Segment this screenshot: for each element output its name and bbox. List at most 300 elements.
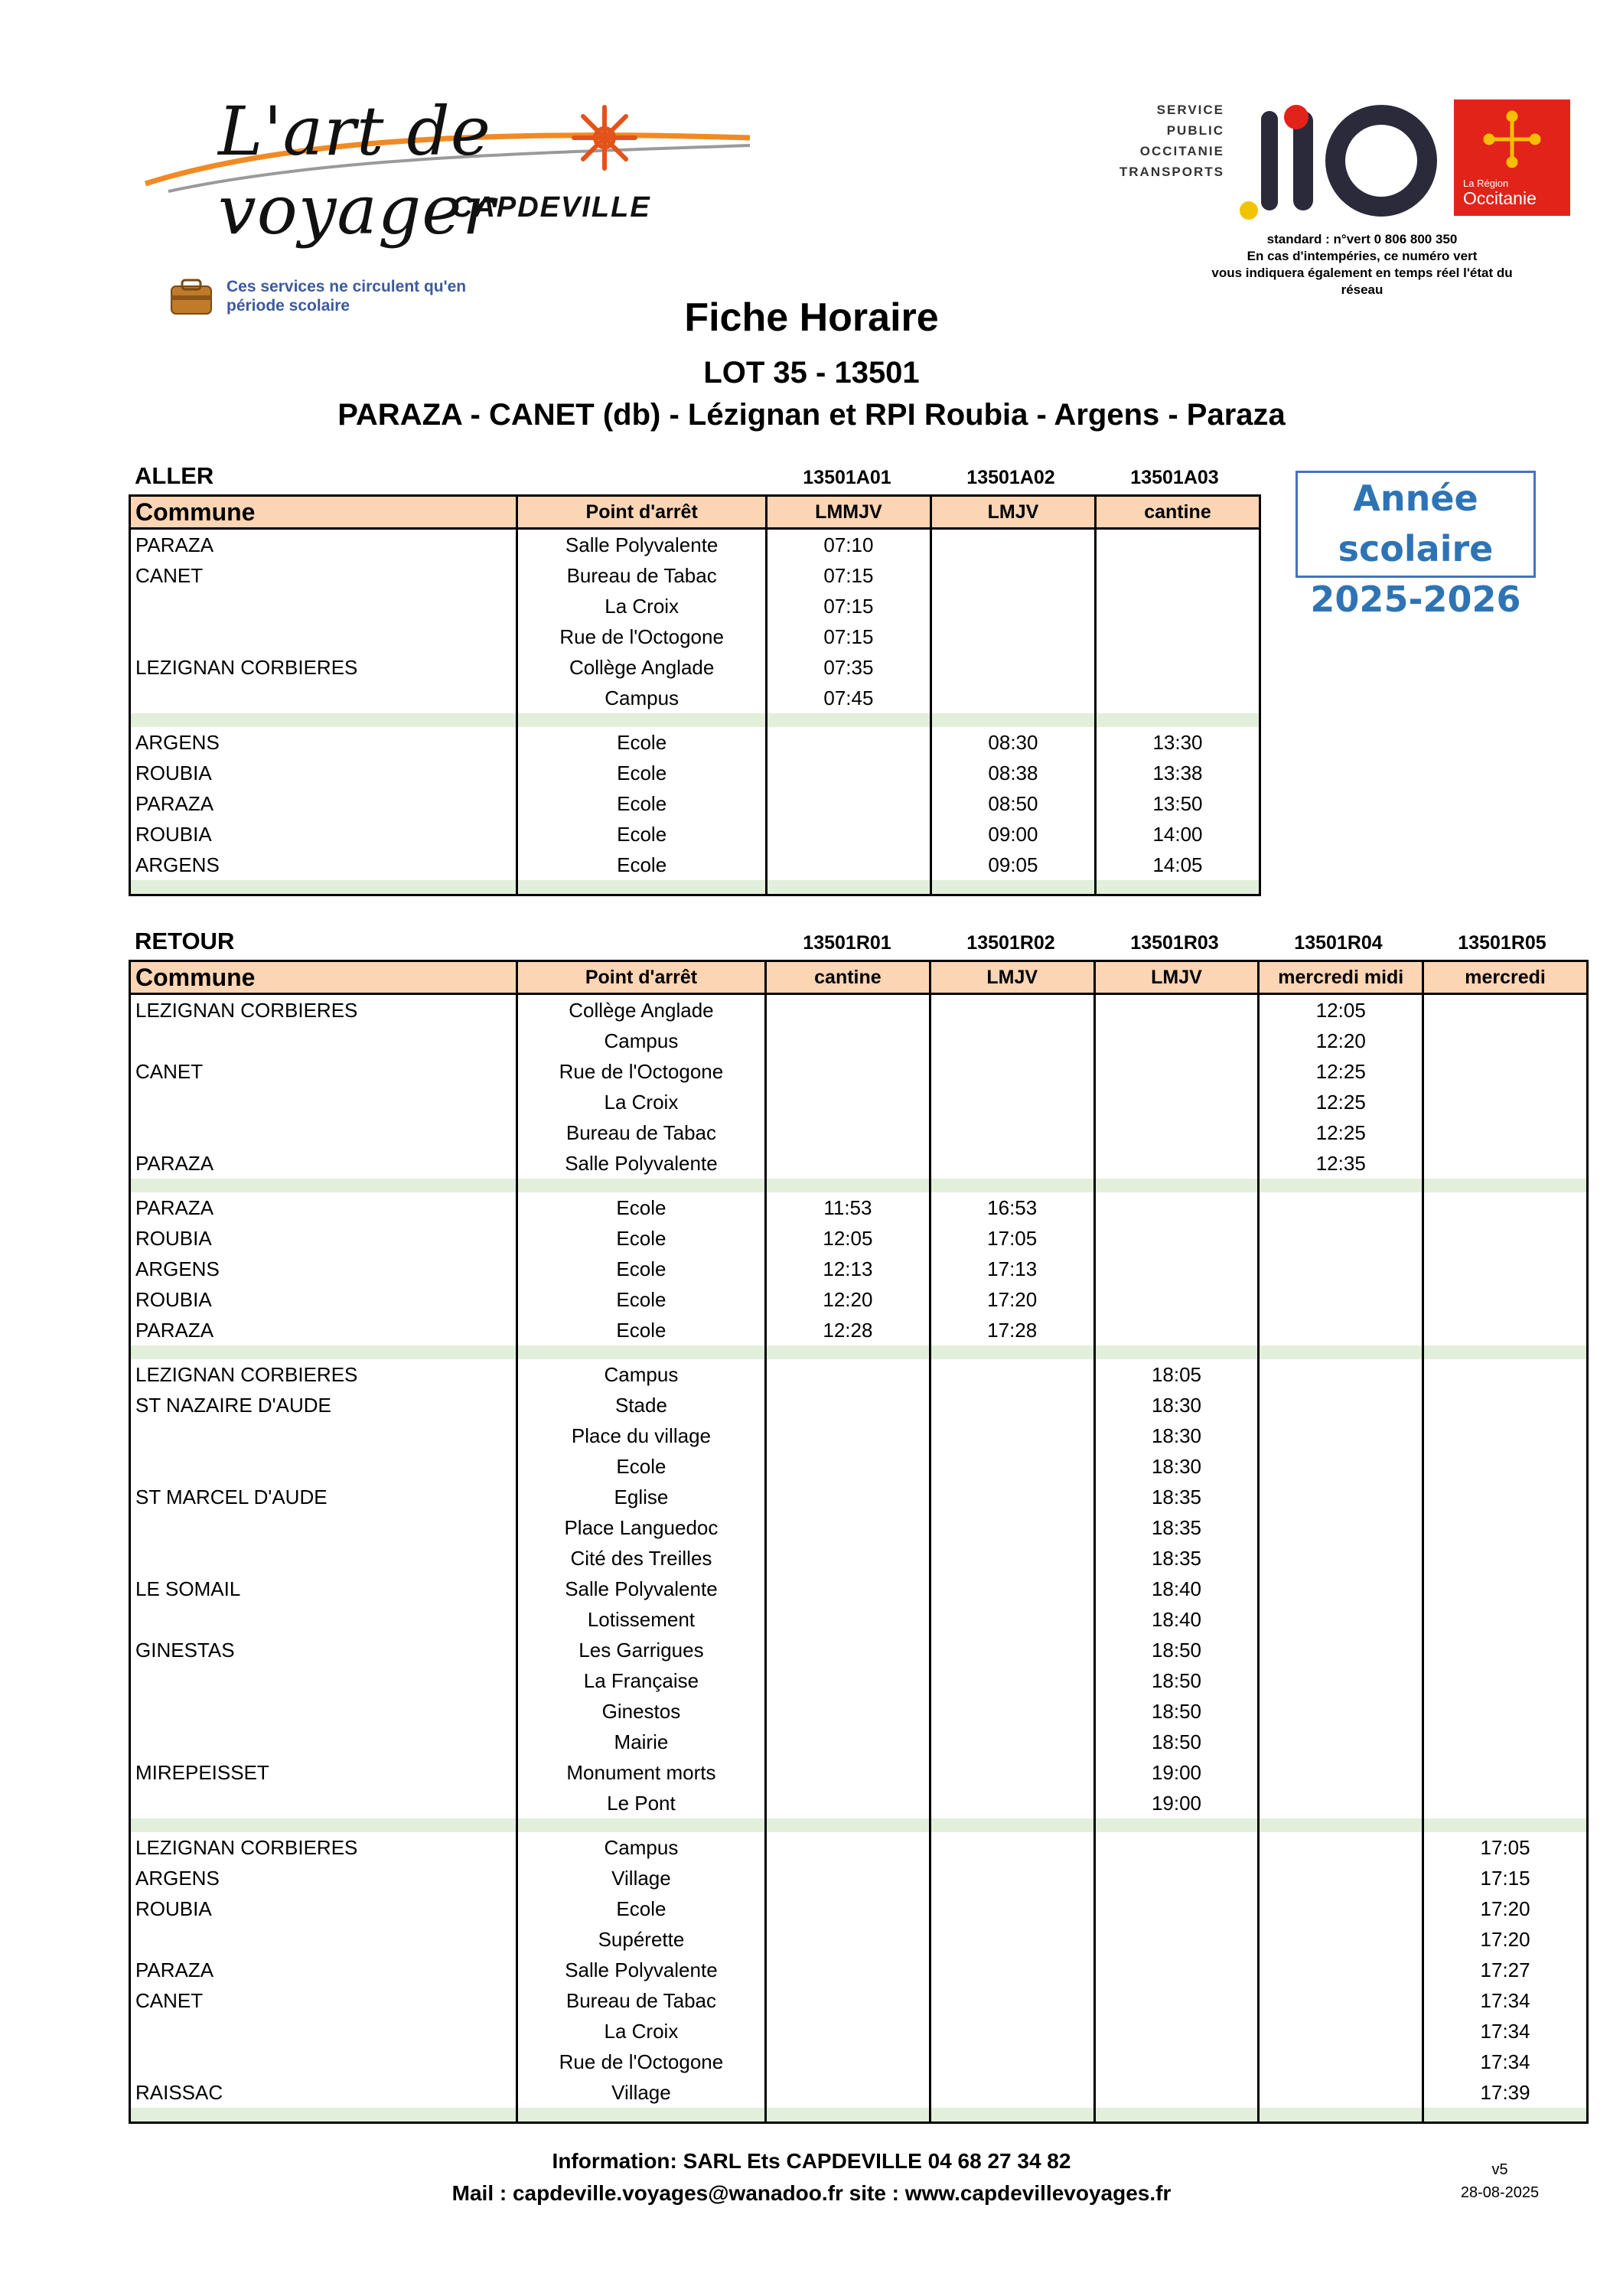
stop-cell: Place Languedoc <box>517 1512 765 1543</box>
time-cell: 19:00 <box>1094 1757 1259 1788</box>
separator-cell <box>517 1179 765 1192</box>
service-code: 13501R02 <box>966 932 1055 954</box>
stop-cell: Ecole <box>517 1315 765 1345</box>
table-row <box>130 1315 1588 1345</box>
standard-phone-info: standard : n°vert 0 806 800 350 En cas d'intempéries, ce numéro vert vous indiquera également en temps réel l'état du réseau <box>1211 232 1513 297</box>
separator-cell <box>1259 1179 1423 1192</box>
lio-logo-icon <box>1232 96 1446 226</box>
time-cell <box>1423 1512 1588 1543</box>
time-cell <box>766 1148 930 1179</box>
time-cell <box>1423 1574 1588 1604</box>
table-row <box>130 1117 1588 1148</box>
time-cell <box>766 758 930 788</box>
table-row <box>130 994 1588 1026</box>
table-row <box>130 591 1260 621</box>
separator-cell <box>1423 1818 1588 1832</box>
time-cell <box>766 1727 930 1757</box>
time-cell <box>1259 1924 1423 1955</box>
table-row <box>130 529 1260 561</box>
service-code: 13501A02 <box>966 467 1055 488</box>
time-cell <box>930 2077 1094 2108</box>
stop-cell: La Française <box>517 1665 765 1696</box>
table-row <box>130 1026 1588 1056</box>
time-cell <box>1095 621 1260 652</box>
stop-cell: Ecole <box>517 1893 765 1924</box>
service-code: 13501R05 <box>1458 932 1546 954</box>
commune-cell: ROUBIA <box>130 819 517 850</box>
separator-cell <box>766 713 930 727</box>
time-cell <box>766 1665 930 1696</box>
separator-cell <box>130 2108 517 2123</box>
table-row <box>130 1451 1588 1482</box>
separator-cell <box>517 880 767 895</box>
retour-header-row <box>130 961 1588 994</box>
table-row <box>130 1482 1588 1512</box>
time-cell <box>1259 1315 1423 1345</box>
commune-cell: ROUBIA <box>130 1284 517 1315</box>
time-cell <box>1094 1254 1259 1284</box>
time-cell <box>766 1635 930 1665</box>
aller-days-header: LMJV <box>930 496 1095 529</box>
time-cell <box>766 1696 930 1727</box>
commune-cell <box>130 683 517 713</box>
time-cell: 18:50 <box>1094 1665 1259 1696</box>
commune-cell: LEZIGNAN CORBIERES <box>130 652 517 683</box>
table-row <box>130 1359 1588 1390</box>
version-block <box>1439 2158 1561 2204</box>
time-cell: 17:20 <box>930 1284 1094 1315</box>
commune-cell: GINESTAS <box>130 1635 517 1665</box>
stop-cell: Ecole <box>517 1284 765 1315</box>
table-row <box>130 683 1260 713</box>
time-cell: 12:25 <box>1259 1117 1423 1148</box>
table-row <box>130 1512 1588 1543</box>
stop-cell: Cité des Treilles <box>517 1543 765 1574</box>
stop-cell: Salle Polyvalente <box>517 1574 765 1604</box>
time-cell: 16:53 <box>930 1192 1094 1223</box>
time-cell <box>1095 683 1260 713</box>
time-cell: 18:30 <box>1094 1420 1259 1451</box>
time-cell <box>766 1604 930 1635</box>
time-cell <box>1423 1148 1588 1179</box>
stop-cell: Collège Anglade <box>517 652 767 683</box>
time-cell: 18:35 <box>1094 1512 1259 1543</box>
commune-cell: PARAZA <box>130 1148 517 1179</box>
time-cell: 18:30 <box>1094 1451 1259 1482</box>
table-row <box>130 1924 1588 1955</box>
time-cell: 08:30 <box>930 727 1095 758</box>
table-row <box>130 1985 1588 2016</box>
time-cell <box>930 1788 1094 1818</box>
table-row <box>130 2047 1588 2077</box>
time-cell: 07:15 <box>766 560 930 591</box>
time-cell <box>1423 1284 1588 1315</box>
stop-cell: Ecole <box>517 1451 765 1482</box>
time-cell <box>930 683 1095 713</box>
time-cell: 13:50 <box>1095 788 1260 819</box>
time-cell <box>1094 1955 1259 1985</box>
time-cell <box>1095 529 1260 561</box>
time-cell <box>1094 1117 1259 1148</box>
commune-cell: ARGENS <box>130 1254 517 1284</box>
stop-cell: Ecole <box>517 1223 765 1254</box>
commune-cell: PARAZA <box>130 529 517 561</box>
time-cell <box>930 2016 1094 2047</box>
time-cell <box>1095 591 1260 621</box>
time-cell: 12:28 <box>766 1315 930 1345</box>
time-cell <box>930 1420 1094 1451</box>
time-cell <box>766 819 930 850</box>
time-cell <box>1423 1223 1588 1254</box>
school-year-label: Année scolaire <box>1338 478 1494 569</box>
time-cell <box>1259 1574 1423 1604</box>
retour-days-header: mercredi <box>1423 961 1588 994</box>
stop-cell: Bureau de Tabac <box>517 1985 765 2016</box>
stop-cell: Supérette <box>517 1924 765 1955</box>
stop-cell: La Croix <box>517 591 767 621</box>
time-cell <box>1423 994 1588 1026</box>
time-cell: 14:00 <box>1095 819 1260 850</box>
separator-cell <box>130 1179 517 1192</box>
time-cell <box>1259 1223 1423 1254</box>
capdeville-logo <box>138 84 765 249</box>
time-cell <box>930 1543 1094 1574</box>
time-cell <box>1423 1254 1588 1284</box>
time-cell <box>1094 1148 1259 1179</box>
table-row <box>130 788 1260 819</box>
lio-service-text: SERVICE PUBLIC OCCITANIE TRANSPORTS <box>1119 103 1224 179</box>
commune-cell <box>130 2016 517 2047</box>
time-cell <box>1094 1863 1259 1893</box>
table-row <box>130 1893 1588 1924</box>
retour-days-header: mercredi midi <box>1259 961 1423 994</box>
time-cell <box>766 788 930 819</box>
time-cell <box>1094 1192 1259 1223</box>
group-separator <box>130 1179 1588 1192</box>
logo-script-text: L'art de voyager <box>218 92 496 249</box>
time-cell <box>1094 1026 1259 1056</box>
time-cell <box>930 1757 1094 1788</box>
time-cell: 17:34 <box>1423 2047 1588 2077</box>
time-cell <box>930 1863 1094 1893</box>
commune-cell: PARAZA <box>130 1955 517 1985</box>
commune-cell <box>130 1451 517 1482</box>
time-cell: 17:34 <box>1423 1985 1588 2016</box>
stop-cell: La Croix <box>517 2016 765 2047</box>
time-cell <box>1423 1390 1588 1420</box>
commune-cell <box>130 1604 517 1635</box>
stop-cell: Rue de l'Octogone <box>517 1056 765 1087</box>
time-cell: 14:05 <box>1095 850 1260 880</box>
commune-cell <box>130 1117 517 1148</box>
region-label-name: Occitanie <box>1463 188 1537 208</box>
time-cell <box>930 560 1095 591</box>
time-cell <box>1094 1223 1259 1254</box>
time-cell <box>766 1788 930 1818</box>
stop-cell: Mairie <box>517 1727 765 1757</box>
time-cell: 07:10 <box>766 529 930 561</box>
commune-cell <box>130 621 517 652</box>
stop-cell: Ecole <box>517 1254 765 1284</box>
table-row <box>130 1087 1588 1117</box>
school-year-box <box>1295 471 1536 620</box>
time-cell <box>1423 1056 1588 1087</box>
time-cell <box>930 1390 1094 1420</box>
time-cell <box>1259 1832 1423 1863</box>
commune-cell: LEZIGNAN CORBIERES <box>130 1359 517 1390</box>
stop-cell: Ecole <box>517 758 767 788</box>
table-row <box>130 1832 1588 1863</box>
time-cell <box>930 1359 1094 1390</box>
time-cell <box>1423 1727 1588 1757</box>
time-cell: 17:20 <box>1423 1924 1588 1955</box>
retour-days-header: cantine <box>766 961 930 994</box>
table-row <box>130 727 1260 758</box>
time-cell <box>930 994 1094 1026</box>
table-row <box>130 1284 1588 1315</box>
commune-cell <box>130 591 517 621</box>
time-cell: 17:13 <box>930 1254 1094 1284</box>
time-cell <box>1423 1420 1588 1451</box>
separator-cell <box>1423 1345 1588 1359</box>
time-cell <box>1259 1665 1423 1696</box>
commune-cell <box>130 1026 517 1056</box>
time-cell <box>1259 2016 1423 2047</box>
stop-cell: Rue de l'Octogone <box>517 621 767 652</box>
time-cell <box>1259 1757 1423 1788</box>
time-cell: 18:50 <box>1094 1727 1259 1757</box>
separator-cell <box>130 880 517 895</box>
table-row <box>130 1254 1588 1284</box>
time-cell: 18:40 <box>1094 1574 1259 1604</box>
time-cell <box>1094 2016 1259 2047</box>
occitan-cross-icon <box>1454 99 1570 176</box>
time-cell <box>766 1955 930 1985</box>
table-row <box>130 560 1260 591</box>
stop-cell: Place du village <box>517 1420 765 1451</box>
commune-cell: PARAZA <box>130 1192 517 1223</box>
time-cell <box>1423 1482 1588 1512</box>
time-cell <box>766 994 930 1026</box>
separator-cell <box>1259 1818 1423 1832</box>
stop-cell: Le Pont <box>517 1788 765 1818</box>
separator-cell <box>766 1179 930 1192</box>
table-row <box>130 2016 1588 2047</box>
region-label-small: La Région <box>1463 178 1509 189</box>
commune-cell: LE SOMAIL <box>130 1574 517 1604</box>
table-row <box>130 1420 1588 1451</box>
time-cell <box>766 727 930 758</box>
commune-cell: RAISSAC <box>130 2077 517 2108</box>
table-row <box>130 1727 1588 1757</box>
table-row <box>130 850 1260 880</box>
stop-cell: Ecole <box>517 727 767 758</box>
time-cell: 18:35 <box>1094 1543 1259 1574</box>
service-code: 13501R04 <box>1294 932 1383 954</box>
table-row <box>130 1543 1588 1574</box>
separator-cell <box>1094 2108 1259 2123</box>
retour-stop-header: Point d'arrêt <box>517 961 765 994</box>
service-code: 13501A03 <box>1130 467 1219 488</box>
time-cell <box>766 1574 930 1604</box>
time-cell: 13:30 <box>1095 727 1260 758</box>
time-cell <box>1423 1543 1588 1574</box>
separator-cell <box>1259 2108 1423 2123</box>
footer-mail: Mail : capdeville.voyages@wanadoo.fr site : www.capdevillevoyages.fr <box>451 2181 1172 2205</box>
time-cell <box>1094 1284 1259 1315</box>
separator-cell <box>930 713 1095 727</box>
table-row <box>130 652 1260 683</box>
time-cell <box>1259 1543 1423 1574</box>
group-separator <box>130 880 1260 895</box>
time-cell <box>930 1893 1094 1924</box>
time-cell <box>1423 1315 1588 1345</box>
time-cell <box>1259 1985 1423 2016</box>
separator-cell <box>1423 2108 1588 2123</box>
time-cell <box>766 1451 930 1482</box>
commune-cell <box>130 1420 517 1451</box>
retour-timetable <box>129 960 1589 2124</box>
separator-cell <box>930 880 1095 895</box>
separator-cell <box>930 1345 1094 1359</box>
commune-cell: ROUBIA <box>130 1893 517 1924</box>
time-cell: 17:20 <box>1423 1893 1588 1924</box>
time-cell <box>766 1482 930 1512</box>
time-cell <box>1259 1635 1423 1665</box>
time-cell <box>930 529 1095 561</box>
time-cell <box>1423 1604 1588 1635</box>
time-cell <box>1423 1359 1588 1390</box>
time-cell <box>930 1148 1094 1179</box>
time-cell <box>1259 1482 1423 1512</box>
stop-cell: Monument morts <box>517 1757 765 1788</box>
stop-cell: Ecole <box>517 850 767 880</box>
logo-brand-text: CAPDEVILLE <box>451 191 651 223</box>
commune-cell: CANET <box>130 1056 517 1087</box>
time-cell <box>1423 1117 1588 1148</box>
stop-cell: Salle Polyvalente <box>517 529 767 561</box>
separator-cell <box>1095 880 1260 895</box>
time-cell <box>1259 1863 1423 1893</box>
time-cell <box>1094 2077 1259 2108</box>
time-cell <box>1423 1026 1588 1056</box>
time-cell <box>930 1451 1094 1482</box>
time-cell <box>930 1087 1094 1117</box>
table-row <box>130 621 1260 652</box>
aller-timetable <box>129 494 1261 896</box>
service-code: 13501A01 <box>803 467 891 488</box>
time-cell: 12:20 <box>1259 1026 1423 1056</box>
table-row <box>130 1696 1588 1727</box>
group-separator <box>130 1345 1588 1359</box>
aller-days-header: cantine <box>1095 496 1260 529</box>
commune-cell: CANET <box>130 1985 517 2016</box>
commune-cell <box>130 1924 517 1955</box>
time-cell <box>930 1924 1094 1955</box>
time-cell <box>1259 1420 1423 1451</box>
time-cell <box>930 1832 1094 1863</box>
stop-cell: Ecole <box>517 788 767 819</box>
time-cell <box>766 1924 930 1955</box>
time-cell: 07:15 <box>766 591 930 621</box>
stop-cell: Rue de l'Octogone <box>517 2047 765 2077</box>
time-cell <box>930 1727 1094 1757</box>
table-row <box>130 758 1260 788</box>
time-cell <box>766 1893 930 1924</box>
time-cell <box>766 1056 930 1087</box>
time-cell: 12:35 <box>1259 1148 1423 1179</box>
time-cell: 17:27 <box>1423 1955 1588 1985</box>
retour-commune-header: Commune <box>130 961 517 994</box>
commune-cell: ROUBIA <box>130 758 517 788</box>
time-cell <box>1259 1390 1423 1420</box>
time-cell: 17:39 <box>1423 2077 1588 2108</box>
time-cell: 07:15 <box>766 621 930 652</box>
group-separator <box>130 713 1260 727</box>
time-cell: 12:05 <box>766 1223 930 1254</box>
region-occitanie-logo <box>1454 99 1570 216</box>
stop-cell: Village <box>517 1863 765 1893</box>
table-row <box>130 1665 1588 1696</box>
time-cell: 13:38 <box>1095 758 1260 788</box>
time-cell: 17:28 <box>930 1315 1094 1345</box>
stop-cell: Les Garrigues <box>517 1635 765 1665</box>
time-cell <box>1259 1955 1423 1985</box>
time-cell <box>1423 1757 1588 1788</box>
commune-cell: ST MARCEL D'AUDE <box>130 1482 517 1512</box>
commune-cell: CANET <box>130 560 517 591</box>
time-cell: 08:38 <box>930 758 1095 788</box>
time-cell <box>1094 1924 1259 1955</box>
separator-cell <box>517 713 767 727</box>
separator-cell <box>130 1345 517 1359</box>
time-cell <box>1423 1192 1588 1223</box>
time-cell: 12:25 <box>1259 1087 1423 1117</box>
stop-cell: Salle Polyvalente <box>517 1955 765 1985</box>
separator-cell <box>130 1818 517 1832</box>
separator-cell <box>130 713 517 727</box>
table-row <box>130 1390 1588 1420</box>
stop-cell: Ecole <box>517 819 767 850</box>
aller-label: ALLER <box>135 462 214 489</box>
separator-cell <box>930 1818 1094 1832</box>
time-cell <box>1094 1056 1259 1087</box>
separator-cell <box>766 1818 930 1832</box>
stop-cell: Ecole <box>517 1192 765 1223</box>
time-cell <box>1259 1512 1423 1543</box>
time-cell: 08:50 <box>930 788 1095 819</box>
time-cell <box>930 1985 1094 2016</box>
time-cell: 17:05 <box>930 1223 1094 1254</box>
time-cell: 12:20 <box>766 1284 930 1315</box>
commune-cell <box>130 1543 517 1574</box>
time-cell <box>1259 1696 1423 1727</box>
time-cell <box>1259 1254 1423 1284</box>
time-cell <box>930 1512 1094 1543</box>
time-cell: 17:34 <box>1423 2016 1588 2047</box>
time-cell <box>766 850 930 880</box>
time-cell <box>1095 560 1260 591</box>
group-separator <box>130 2108 1588 2123</box>
separator-cell <box>1094 1818 1259 1832</box>
time-cell <box>766 2077 930 2108</box>
table-row <box>130 1604 1588 1635</box>
time-cell: 18:05 <box>1094 1359 1259 1390</box>
commune-cell: PARAZA <box>130 1315 517 1345</box>
commune-cell: MIREPEISSET <box>130 1757 517 1788</box>
commune-cell <box>130 1696 517 1727</box>
table-row <box>130 1056 1588 1087</box>
